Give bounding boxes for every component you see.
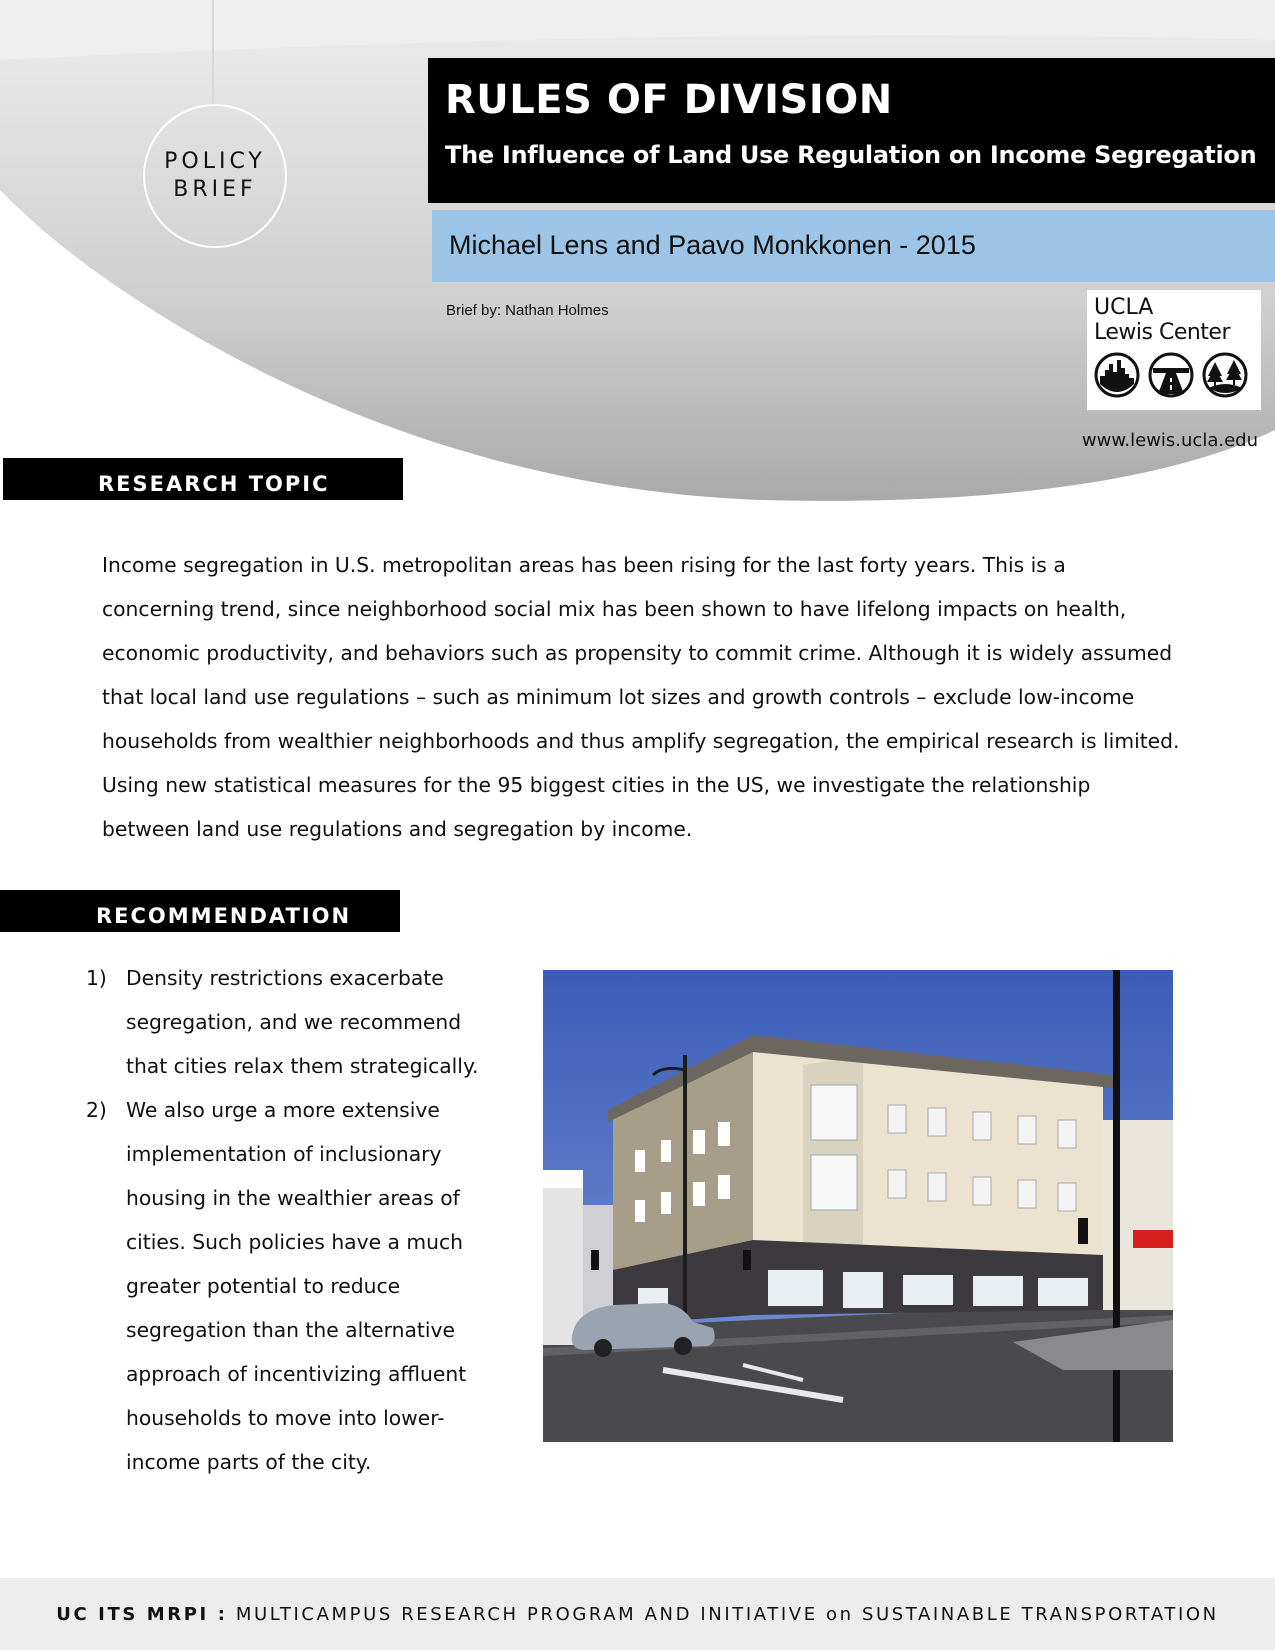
footer-text: MULTICAMPUS RESEARCH PROGRAM AND INITIATIVE on SUSTAINABLE TRANSPORTATION [235, 1604, 1219, 1625]
list-item-number: 1) [86, 966, 107, 990]
lewis-center-logo [1087, 290, 1261, 410]
research-heading-text: RESEARCH TOPIC [98, 472, 330, 496]
research-topic-heading [3, 458, 403, 500]
page-subtitle: The Influence of Land Use Regulation on Income Segregation [445, 141, 1257, 169]
list-item-text: We also urge a more extensive implementation of inclusionary housing in the wealthier areas of cities. Such policies have a much greater potential to reduce segregation than the alternative approach of incentivizing affluent households to move into lower-income parts of the city. [126, 1098, 467, 1474]
highway-icon [1148, 352, 1194, 398]
logo-line-2: Lewis Center [1094, 320, 1231, 345]
recommendation-heading-text: RECOMMENDATION [96, 904, 352, 928]
list-item [86, 956, 486, 1088]
page-title: RULES OF DIVISION [445, 77, 893, 123]
recommendation-list [86, 956, 486, 1484]
authors: Michael Lens and Paavo Monkkonen - 2015 [449, 230, 976, 260]
badge-hanger [212, 0, 214, 104]
policy-brief-badge [143, 104, 287, 248]
website-link[interactable]: www.lewis.ucla.edu [1081, 430, 1258, 451]
research-body: Income segregation in U.S. metropolitan areas has been rising for the last forty years. This is a concerning trend, since neighborhood social mix has been shown to have lifelong impacts on health, economic productivity, and behaviors such as propensity to commit crime. Although it is widely assumed that local land use regulations – such as minimum lot sizes and growth controls – exclude low-income households from wealthier neighborhoods and thus amplify segregation, the empirical research is limited. Using new statistical measures for the 95 biggest cities in the US, we investigate the relationship between land use regulations and segregation by income. [102, 553, 1180, 841]
list-item-text: Density restrictions exacerbate segregation, and we recommend that cities relax them strategically. [126, 966, 479, 1078]
authors-bar [432, 210, 1275, 282]
title-block [428, 58, 1275, 203]
building-photo [543, 970, 1173, 1442]
list-item-number: 2) [86, 1098, 107, 1122]
badge-line-2: BRIEF [173, 177, 257, 202]
building-photo-illustration [543, 970, 1173, 1442]
city-skyline-icon [1094, 352, 1140, 398]
footer-acronym: UC ITS MRPI : [56, 1604, 228, 1625]
footer [0, 1578, 1275, 1650]
list-item [86, 1088, 486, 1484]
brief-by: Brief by: Nathan Holmes [446, 302, 609, 319]
trees-icon [1202, 352, 1248, 398]
logo-line-1: UCLA [1094, 295, 1154, 320]
recommendation-heading [0, 890, 400, 932]
badge-line-1: POLICY [164, 149, 266, 174]
